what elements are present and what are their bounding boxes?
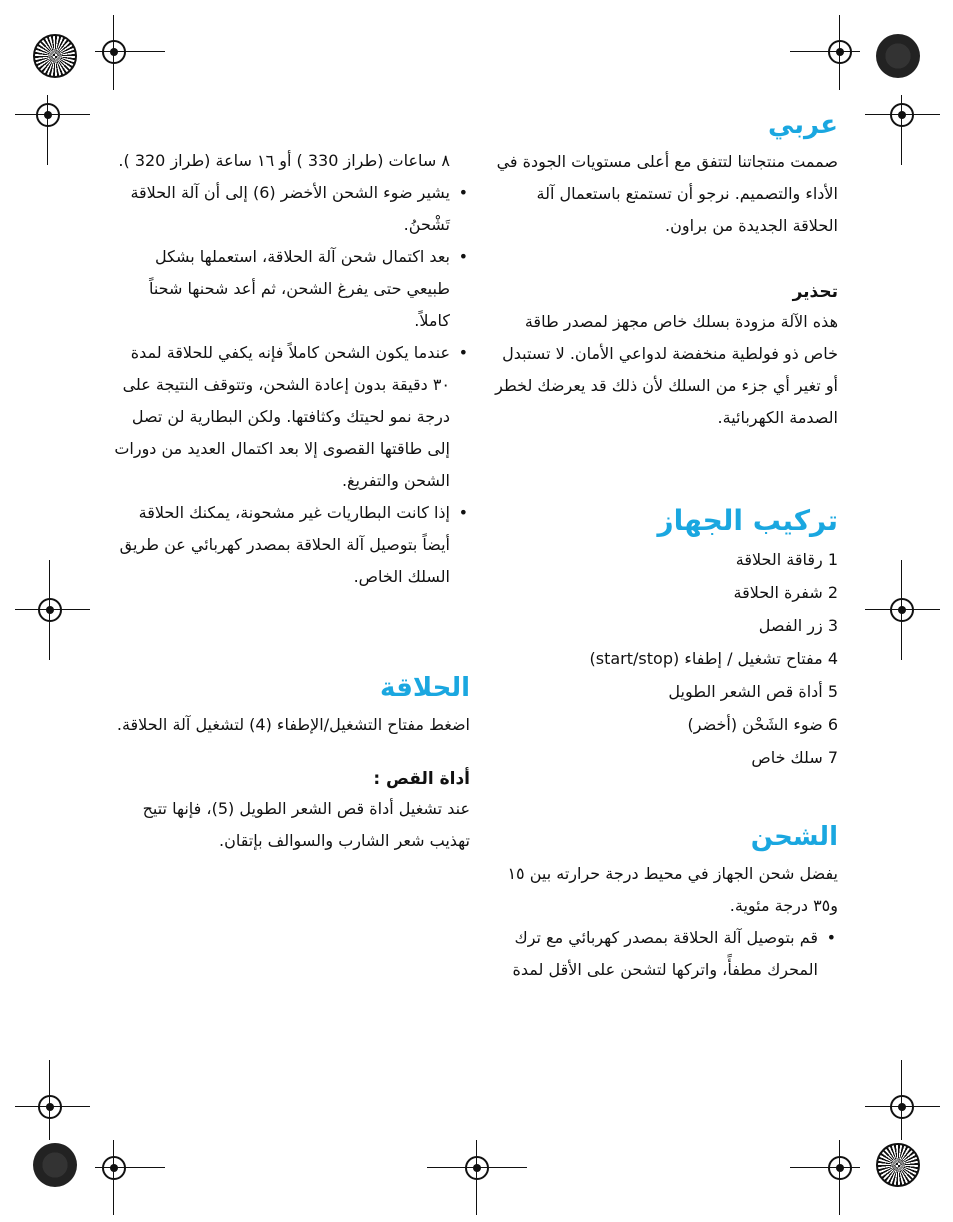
shaving-title: الحلاقة bbox=[380, 673, 470, 703]
crosshair-icon bbox=[828, 40, 852, 64]
parts-list-item: 1 رقاقة الحلاقة bbox=[735, 550, 838, 569]
parts-list-item: 4 مفتاح تشغيل / إطفاء (start/stop) bbox=[589, 649, 838, 668]
charging-section bbox=[490, 822, 838, 986]
charging-paragraph: يفضل شحن الجهاز في محيط درجة حرارته بين ١٥ و٣٥ درجة مئوية. bbox=[507, 864, 838, 915]
warning-paragraph: هذه الآلة مزودة بسلك خاص مجهز لمصدر طاقة خاص ذو فولطية منخفضة لدواعي الأمان. لا تستبدل أو تغير أي جزء من السلك لأن ذلك قد يعرضك لخطر الصدمة الكهربائية. bbox=[495, 312, 838, 427]
charging-title: الشحن bbox=[750, 822, 838, 852]
charging-bullet-item: • قم بتوصيل آلة الحلاقة بمصدر كهربائي مع ترك المحرك مطفأً، واتركها لتشحن على الأقل لمدة bbox=[490, 922, 838, 986]
warning-title: تحذير bbox=[792, 282, 838, 302]
crosshair-icon bbox=[465, 1156, 489, 1180]
intro-paragraph: صممت منتجاتنا لتتفق مع أعلى مستويات الجودة في الأداء والتصميم. نرجو أن تستمتع باستعمال آلة الحلاقة الجديدة من براون. bbox=[496, 152, 838, 235]
crosshair-icon bbox=[828, 1156, 852, 1180]
parts-list-item: 6 ضوء الشَحْن (أخضر) bbox=[687, 715, 838, 734]
crop-line bbox=[839, 15, 840, 90]
charging-note-item: • يشير ضوء الشحن الأخضر (6) إلى أن آلة الحلاقة تَشْحنُ. bbox=[110, 177, 470, 241]
intro-section bbox=[490, 110, 838, 242]
shaving-paragraph: اضغط مفتاح التشغيل/الإطفاء (4) لتشغيل آلة الحلاقة. bbox=[116, 715, 470, 734]
crop-line bbox=[790, 1167, 860, 1168]
crosshair-icon bbox=[102, 1156, 126, 1180]
crop-line bbox=[49, 1060, 50, 1140]
charging-note-item: • عندما يكون الشحن كاملاً فإنه يكفي للحلاقة لمدة ٣٠ دقيقة بدون إعادة الشحن، وتتوقف النتيجة على درجة نمو لحيتك وكثافتها. ولكن البطارية لن تصل إلى طاقتها القصوى إلا بعد اكتمال العديد من دورات الشحن والتفريغ. bbox=[110, 337, 470, 497]
section-title-arabic: عربي bbox=[767, 110, 838, 140]
trimmer-paragraph: عند تشغيل أداة قص الشعر الطويل (5)، فإنها تتيح تهذيب شعر الشارب والسوالف بإتقان. bbox=[142, 799, 470, 850]
registration-rosette-icon bbox=[33, 34, 77, 78]
charging-note-item: • إذا كانت البطاريات غير مشحونة، يمكنك الحلاقة أيضاً بتوصيل آلة الحلاقة بمصدر كهربائي عن طريق السلك الخاص. bbox=[110, 497, 470, 593]
crop-line bbox=[476, 1140, 477, 1215]
crosshair-icon bbox=[102, 40, 126, 64]
crosshair-icon bbox=[38, 1095, 62, 1119]
parts-list-item: 7 سلك خاص bbox=[751, 748, 838, 767]
parts-list-item: 2 شفرة الحلاقة bbox=[733, 583, 838, 602]
parts-list bbox=[490, 543, 838, 774]
parts-list-item: 3 زر الفصل bbox=[758, 616, 838, 635]
crop-line bbox=[15, 609, 90, 610]
right-column bbox=[490, 110, 838, 986]
crosshair-icon bbox=[890, 598, 914, 622]
registration-rosette-icon bbox=[33, 1143, 77, 1187]
crop-line bbox=[15, 1106, 90, 1107]
crop-line bbox=[865, 609, 940, 610]
crop-line bbox=[901, 1060, 902, 1140]
assembly-section bbox=[490, 504, 838, 774]
charging-continuation: ٨ ساعات (طراز 330 ) أو ١٦ ساعة (طراز 320 ). bbox=[118, 151, 450, 170]
crop-line bbox=[113, 1140, 114, 1215]
charging-note-item: • بعد اكتمال شحن آلة الحلاقة، استعملها بشكل طبيعي حتى يفرغ الشحن، ثم أعد شحنها شحناً كاملاً. bbox=[110, 241, 470, 337]
crop-line bbox=[49, 560, 50, 660]
crosshair-icon bbox=[38, 598, 62, 622]
registration-rosette-icon bbox=[876, 34, 920, 78]
assembly-title: تركيب الجهاز bbox=[657, 504, 838, 537]
trimmer-title: أداة القص : bbox=[373, 769, 470, 789]
warning-section bbox=[490, 282, 838, 434]
crop-line bbox=[901, 95, 902, 165]
left-column bbox=[110, 145, 470, 857]
shaving-section bbox=[110, 673, 470, 857]
charging-bullets bbox=[490, 922, 838, 986]
crop-line bbox=[901, 560, 902, 660]
registration-rosette-icon bbox=[876, 1143, 920, 1187]
crop-line bbox=[865, 1106, 940, 1107]
crop-line bbox=[839, 1140, 840, 1215]
crop-line bbox=[95, 1167, 165, 1168]
crop-line bbox=[15, 114, 90, 115]
crosshair-icon bbox=[36, 103, 60, 127]
parts-list-item: 5 أداة قص الشعر الطويل bbox=[668, 682, 838, 701]
crop-line bbox=[95, 51, 165, 52]
crop-line bbox=[865, 114, 940, 115]
crosshair-icon bbox=[890, 103, 914, 127]
crop-line bbox=[113, 15, 114, 90]
crop-line bbox=[427, 1167, 527, 1168]
crop-line bbox=[790, 51, 860, 52]
crosshair-icon bbox=[890, 1095, 914, 1119]
crop-line bbox=[47, 95, 48, 165]
charging-notes-list bbox=[110, 177, 470, 593]
